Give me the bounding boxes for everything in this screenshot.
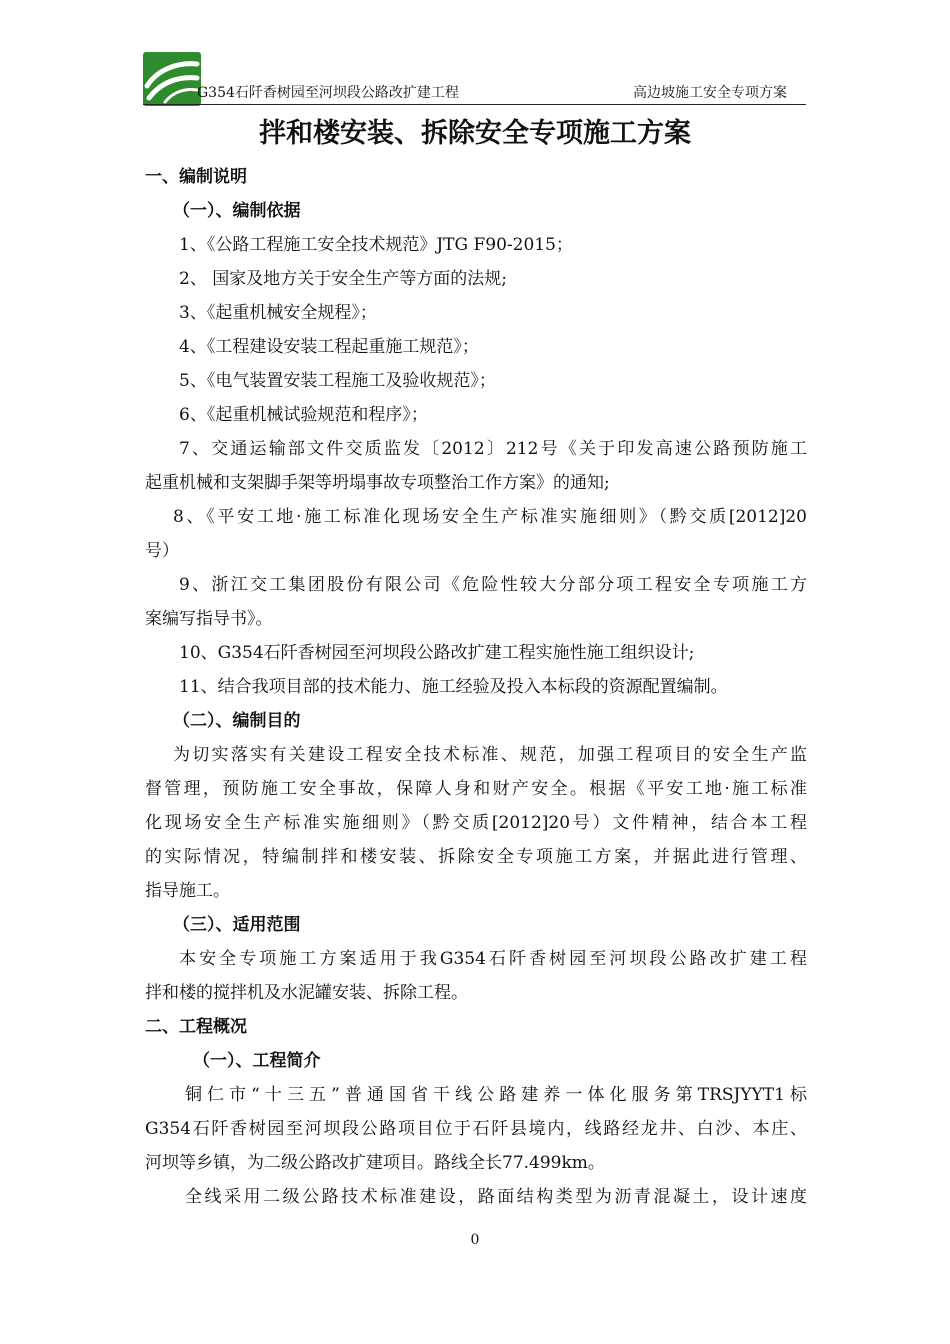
- list-item: 4、《工程建设安装工程起重施工规范》；: [179, 337, 479, 357]
- list-item: 6、《起重机械试验规范和程序》；: [179, 405, 428, 425]
- paragraph-line: 拌和楼的搅拌机及水泥罐安装、拆除工程。: [145, 983, 468, 1003]
- header-divider: [143, 104, 806, 105]
- document-body: [145, 160, 807, 1214]
- paragraph-line: 全线采用二级公路技术标准建设，路面结构类型为沥青混凝土，设计速度: [185, 1187, 807, 1207]
- list-item: 11、结合我项目部的技术能力、施工经验及投入本标段的资源配置编制。: [179, 677, 728, 697]
- list-item: 1、《公路工程施工安全技术规范》JTG F90-2015；: [179, 235, 573, 255]
- section-heading: 二、工程概况: [145, 1017, 247, 1037]
- paragraph-line: 指导施工。: [145, 881, 230, 901]
- page-number: 0: [470, 1232, 480, 1248]
- subsection-heading: （一）、工程简介: [193, 1051, 321, 1071]
- list-item-continuation: 起重机械和支架脚手架等坍塌事故专项整治工作方案》的通知;: [145, 473, 610, 493]
- paragraph-line: G354石阡香树园至河坝段公路项目位于石阡县境内，线路经龙井、白沙、本庄、: [145, 1119, 807, 1139]
- paragraph-line: 的实际情况，特编制拌和楼安装、拆除安全专项施工方案，并据此进行管理、: [145, 847, 807, 867]
- subsection-heading: （三）、适用范围: [173, 915, 301, 935]
- paragraph-line: 化现场安全生产标准实施细则》（黔交质[2012]20号）文件精神，结合本工程: [145, 813, 807, 833]
- section-heading: 一、编制说明: [145, 167, 247, 187]
- paragraph-line: 铜仁市“十三五”普通国省干线公路建养一体化服务第TRSJYYT1标: [185, 1085, 807, 1105]
- paragraph-line: 河坝等乡镇，为二级公路改扩建项目。路线全长77.499km。: [145, 1153, 605, 1173]
- list-item: 10、G354石阡香树园至河坝段公路改扩建工程实施性施工组织设计;: [179, 643, 695, 663]
- list-item: 5、《电气装置安装工程施工及验收规范》；: [179, 371, 496, 391]
- header-project-name: G354石阡香树园至河坝段公路改扩建工程: [197, 85, 459, 101]
- list-item: 7、交通运输部文件交质监发〔2012〕212号《关于印发高速公路预防施工: [179, 439, 807, 459]
- paragraph-line: 为切实落实有关建设工程安全技术标准、规范，加强工程项目的安全生产监: [173, 745, 807, 765]
- list-item: 9、浙江交工集团股份有限公司《危险性较大分部分项工程安全专项施工方: [179, 575, 807, 595]
- list-item-continuation: 号）: [145, 541, 179, 561]
- paragraph-line: 本安全专项施工方案适用于我G354石阡香树园至河坝段公路改扩建工程: [179, 949, 807, 969]
- list-item: 8、《平安工地·施工标准化现场安全生产标准实施细则》（黔交质[2012]20: [173, 507, 807, 527]
- header-document-type: 高边坡施工安全专项方案: [633, 85, 787, 101]
- list-item: 3、《起重机械安全规程》；: [179, 303, 377, 323]
- company-logo-icon: [143, 52, 201, 106]
- subsection-heading: （二）、编制目的: [173, 711, 301, 731]
- list-item-continuation: 案编写指导书》。: [145, 609, 273, 629]
- page-title: 拌和楼安装、拆除安全专项施工方案: [259, 118, 691, 149]
- list-item: 2、 国家及地方关于安全生产等方面的法规;: [179, 269, 507, 289]
- subsection-heading: （一）、编制依据: [173, 201, 301, 221]
- paragraph-line: 督管理，预防施工安全事故，保障人身和财产安全。根据《平安工地·施工标准: [145, 779, 807, 799]
